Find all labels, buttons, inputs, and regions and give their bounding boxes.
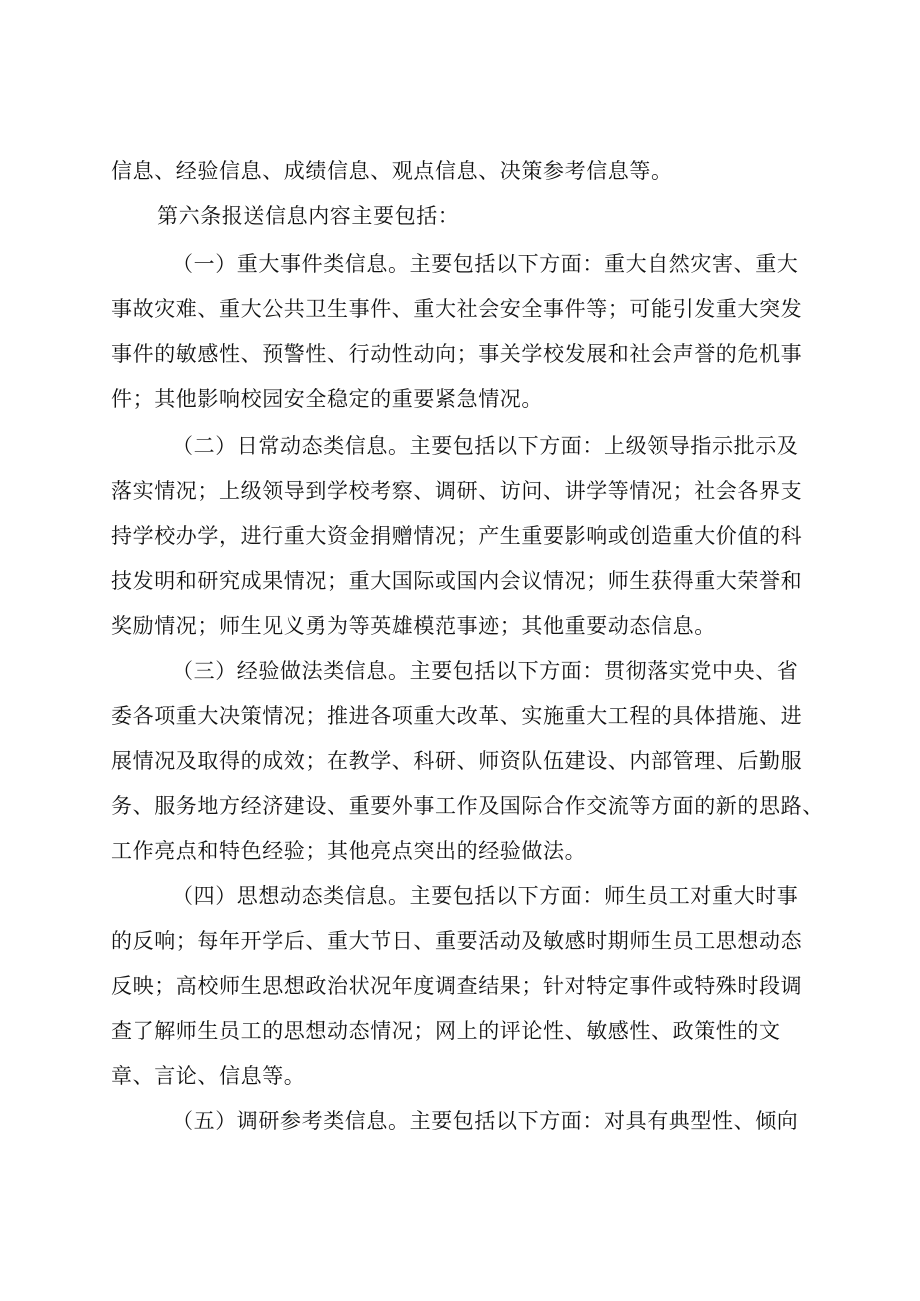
paragraph-start: （三）经验做法类信息。主要包括以下方面：贯彻落实党中央、省	[172, 659, 799, 683]
text-line: 件；其他影响校园安全稳定的重要紧急情况。	[111, 387, 543, 411]
text-line: 持学校办学，进行重大资金捐赠情况；产生重要影响或创造重大价值的科	[111, 524, 803, 548]
text-line: 反映；高校师生思想政治状况年度调查结果；针对特定事件或特殊时段调	[111, 974, 803, 998]
paragraph-start: （一）重大事件类信息。主要包括以下方面：重大自然灾害、重大	[172, 252, 799, 276]
text-line: 信息、经验信息、成绩信息、观点信息、决策参考信息等。	[111, 159, 673, 183]
text-line: 事故灾难、重大公共卫生事件、重大社会安全事件等；可能引发重大突发	[111, 297, 803, 321]
text-line: 奖励情况；师生见义勇为等英雄模范事迹；其他重要动态信息。	[111, 614, 716, 638]
text-line: 工作亮点和特色经验；其他亮点突出的经验做法。	[111, 839, 587, 863]
paragraph-start: （二）日常动态类信息。主要包括以下方面：上级领导指示批示及	[172, 434, 799, 458]
text-line: 查了解师生员工的思想动态情况；网上的评论性、敏感性、政策性的文	[111, 1019, 781, 1043]
paragraph-start: （五）调研参考类信息。主要包括以下方面：对具有典型性、倾向	[172, 1109, 799, 1133]
text-line: 事件的敏感性、预警性、行动性动向；事关学校发展和社会声誉的危机事	[111, 342, 803, 366]
text-line: 的反响；每年开学后、重大节日、重要活动及敏感时期师生员工思想动态	[111, 929, 803, 953]
text-line: 章、言论、信息等。	[111, 1064, 306, 1088]
text-line: 技发明和研究成果情况；重大国际或国内会议情况；师生获得重大荣誉和	[111, 569, 803, 593]
paragraph-start: （四）思想动态类信息。主要包括以下方面：师生员工对重大时事	[172, 884, 799, 908]
article-heading: 第六条报送信息内容主要包括：	[157, 204, 460, 228]
text-line: 委各项重大决策情况；推进各项重大改革、实施重大工程的具体措施、进	[111, 704, 803, 728]
text-line: 务、服务地方经济建设、重要外事工作及国际合作交流等方面的新的思路、	[111, 794, 824, 818]
text-line: 展情况及取得的成效；在教学、科研、师资队伍建设、内部管理、后勤服	[111, 749, 803, 773]
text-line: 落实情况；上级领导到学校考察、调研、访问、讲学等情况；社会各界支	[111, 479, 803, 503]
